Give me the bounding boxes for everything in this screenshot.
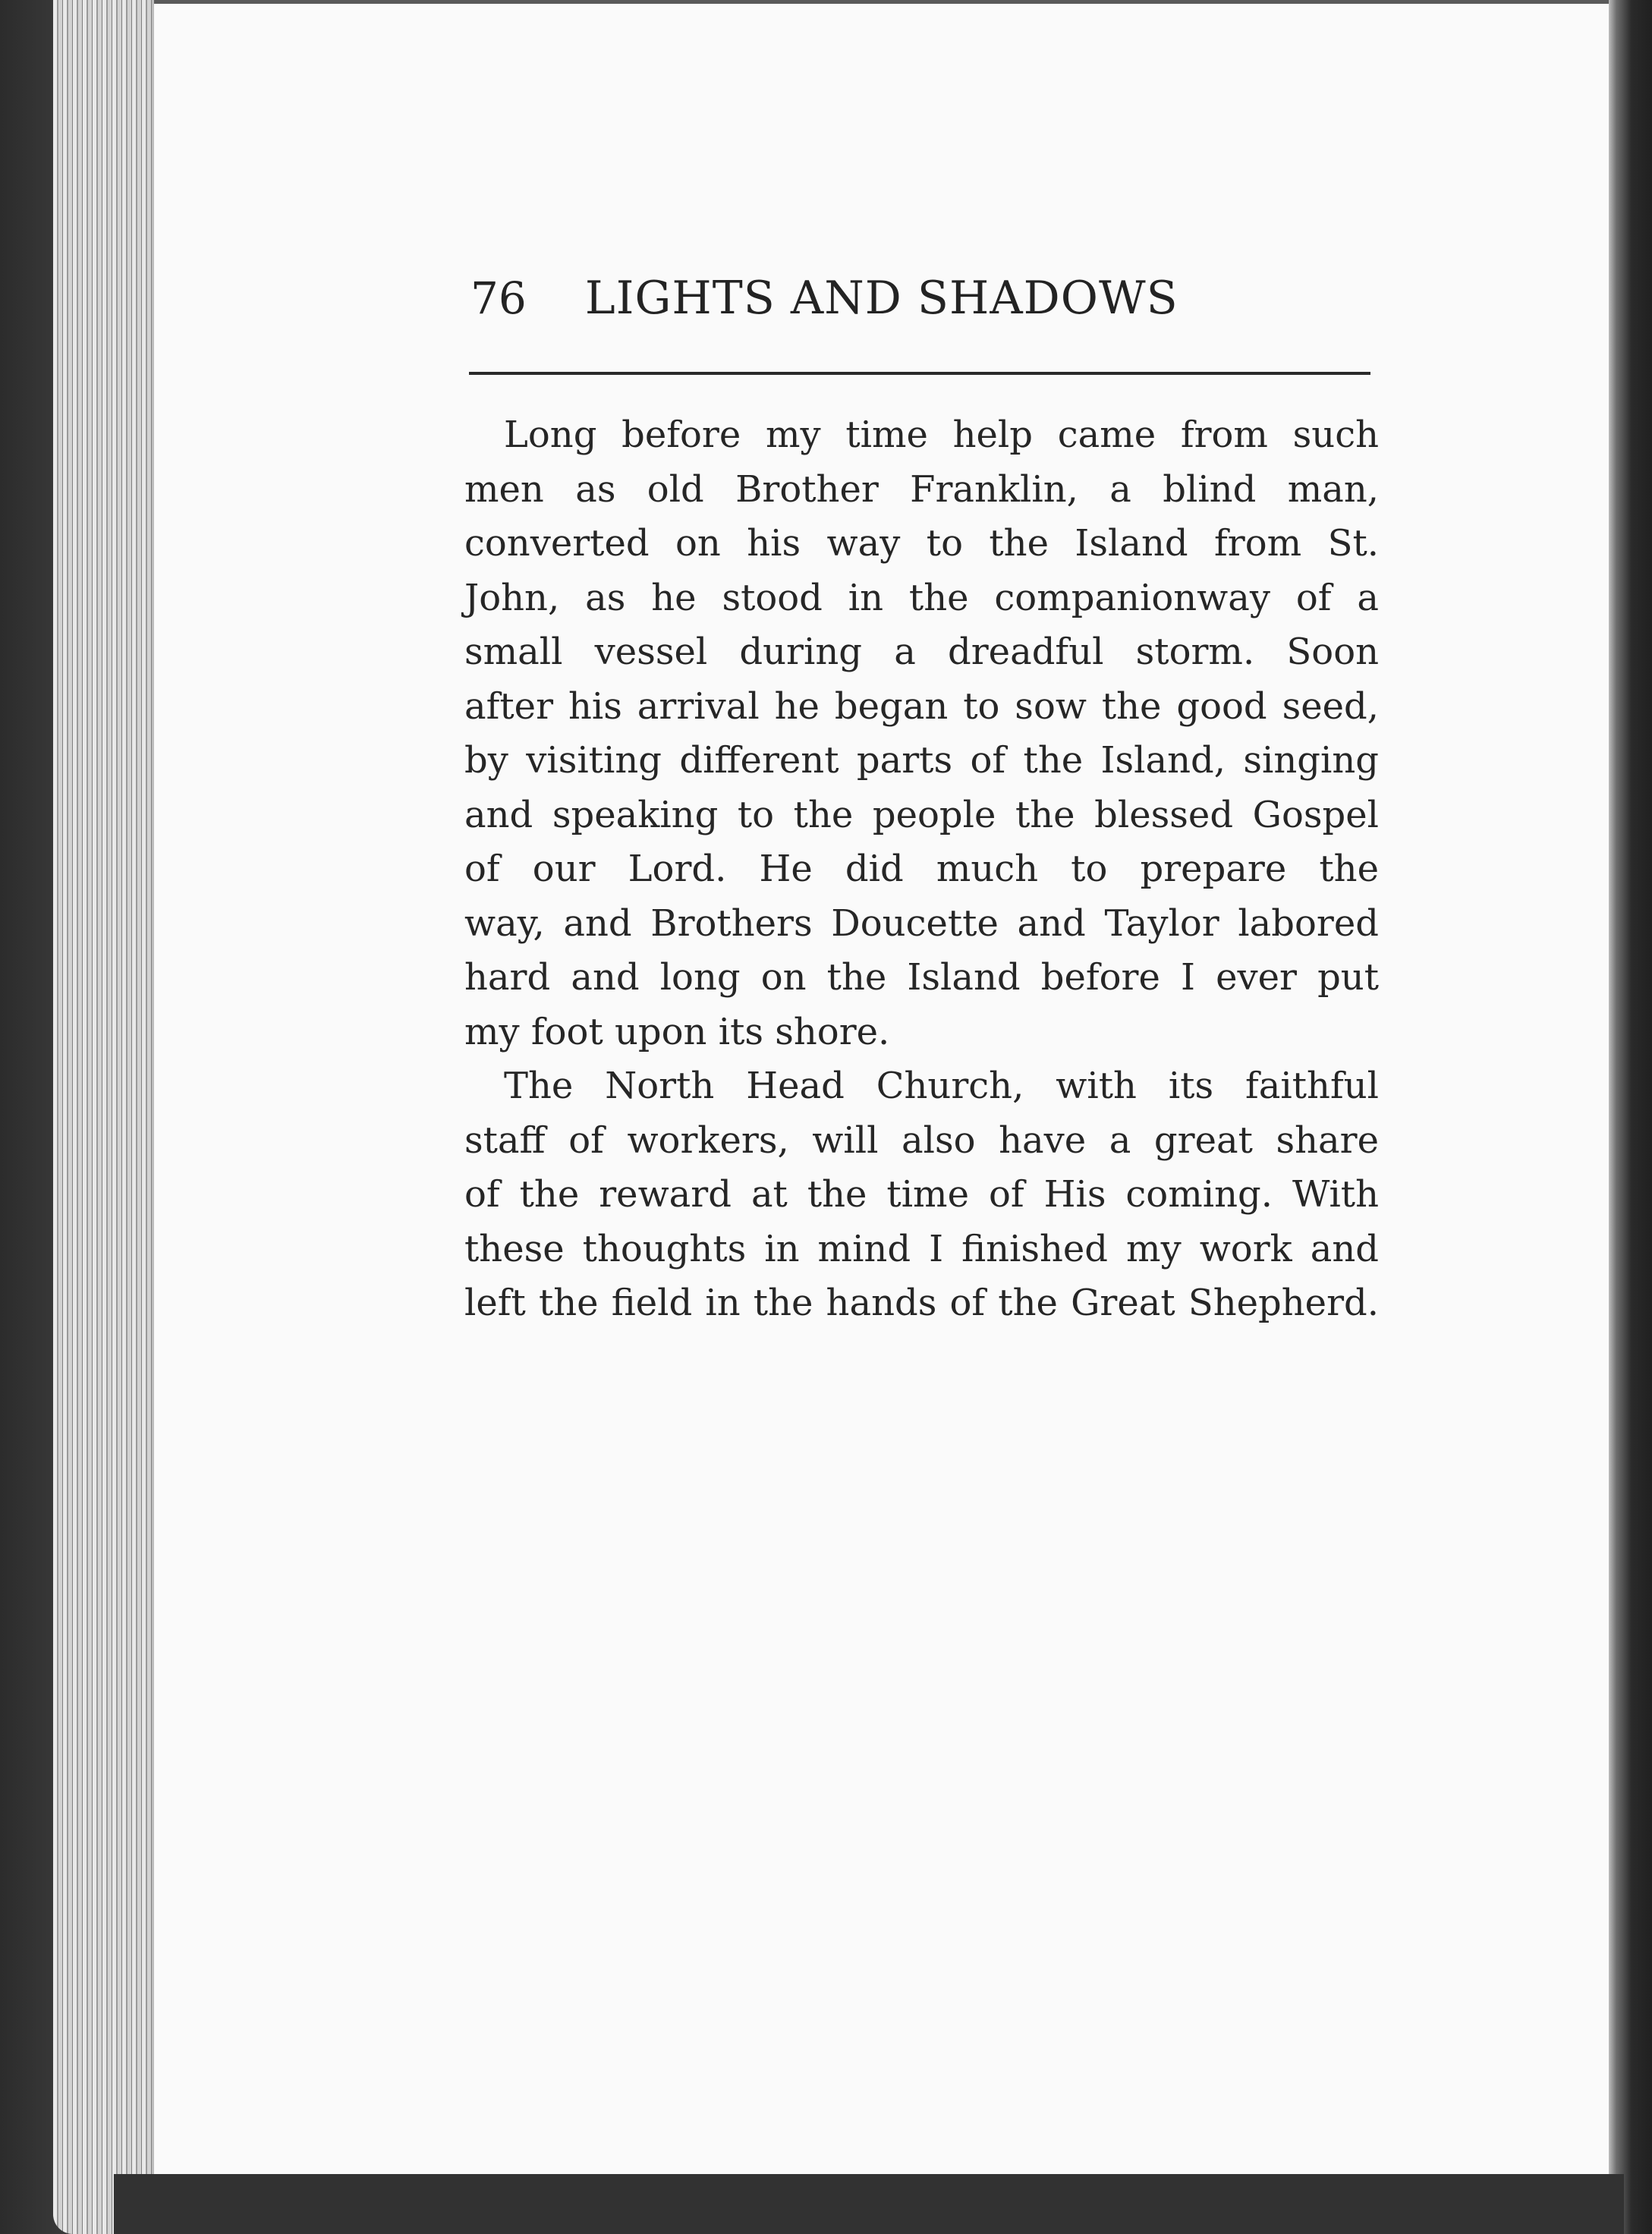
paragraph-1 (464, 408, 1379, 1059)
text-line: Long before my time help came from such (504, 414, 1379, 456)
scan-bottom-edge (114, 2174, 1624, 2234)
text-line: small vessel during a dreadful storm. Soon (464, 631, 1379, 673)
text-line: men as old Brother Franklin, a blind man, (464, 467, 1379, 511)
text-line: of the reward at the time of His coming. With (464, 1173, 1379, 1216)
text-line: of our Lord. He did much to prepare the (464, 848, 1379, 890)
text-line: way, and Brothers Doucette and Taylor labored (464, 901, 1379, 945)
text-line: left the field in the hands of the Great Shepherd. (464, 1282, 1379, 1324)
text-line: The North Head Church, with its faithful (504, 1065, 1379, 1107)
text-line: by visiting different parts of the Island, singing (464, 739, 1379, 782)
text-line: John, as he stood in the companionway of a (464, 576, 1379, 619)
header-rule (469, 372, 1370, 375)
text-line: hard and long on the Island before I ever put (464, 956, 1379, 999)
running-head (470, 272, 1381, 340)
text-line: and speaking to the people the blessed Gospel (464, 793, 1379, 836)
running-title: LIGHTS AND SHADOWS (584, 272, 1178, 325)
book-gutter (1609, 0, 1652, 2234)
text-line: my foot upon its shore. (464, 1010, 890, 1053)
paragraph-2 (464, 1059, 1379, 1331)
text-line: converted on his way to the Island from St. (464, 522, 1379, 565)
text-line: staff of workers, will also have a great share (464, 1119, 1379, 1162)
body-text (464, 408, 1379, 1331)
text-line: after his arrival he began to sow the good seed, (464, 684, 1379, 728)
text-line: these thoughts in mind I finished my work and (464, 1227, 1379, 1270)
page-number: 76 (470, 272, 527, 324)
page-top-edge (154, 0, 1611, 4)
